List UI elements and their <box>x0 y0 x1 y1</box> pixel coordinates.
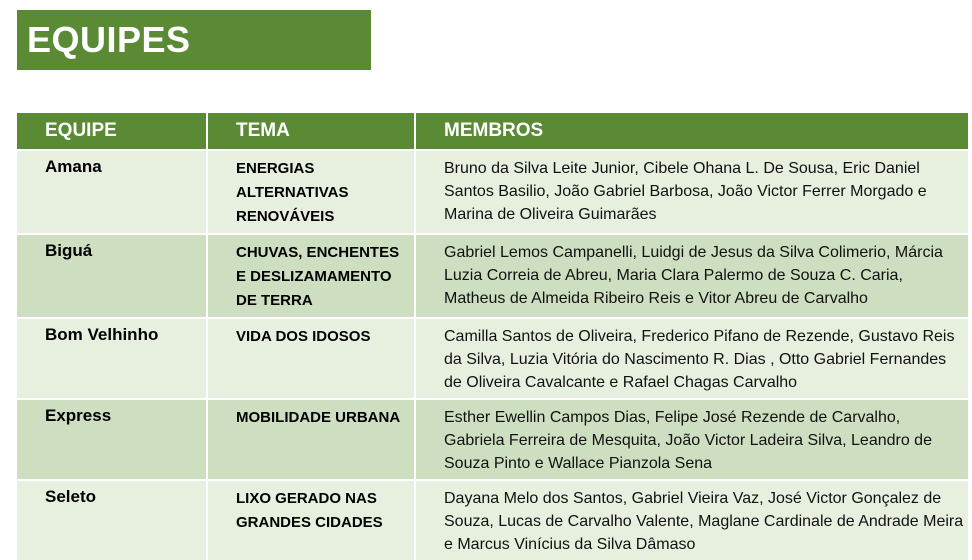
page-title: EQUIPES <box>27 19 191 60</box>
table-row <box>17 234 968 318</box>
table-row <box>17 150 968 234</box>
team-members: Bruno da Silva Leite Junior, Cibele Ohana L. De Sousa, Eric Daniel Santos Basilio, João Gabriel Barbosa, João Victor Ferrer Morgado e Marina de Oliveira Guimarães <box>415 150 968 234</box>
team-name: Bom Velhinho <box>17 318 207 399</box>
table-row <box>17 399 968 480</box>
header-membros: MEMBROS <box>415 113 968 150</box>
team-members: Dayana Melo dos Santos, Gabriel Vieira Vaz, José Victor Gonçalez de Souza, Lucas de Carvalho Valente, Maglane Cardinale de Andrade Meira e Marcus Vinícius da Silva Dâmaso <box>415 480 968 560</box>
title-banner <box>17 10 371 70</box>
team-theme: MOBILIDADE URBANA <box>207 399 415 480</box>
team-theme: CHUVAS, ENCHENTES E DESLIZAMAMENTO DE TERRA <box>207 234 415 318</box>
header-tema: TEMA <box>207 113 415 150</box>
team-members: Esther Ewellin Campos Dias, Felipe José Rezende de Carvalho, Gabriela Ferreira de Mesquita, João Victor Ladeira Silva, Leandro de Souza Pinto e Wallace Pianzola Sena <box>415 399 968 480</box>
team-name: Express <box>17 399 207 480</box>
table-row <box>17 480 968 560</box>
table-row <box>17 318 968 399</box>
team-theme: LIXO GERADO NAS GRANDES CIDADES <box>207 480 415 560</box>
team-theme: VIDA DOS IDOSOS <box>207 318 415 399</box>
team-members: Gabriel Lemos Campanelli, Luidgi de Jesus da Silva Colimerio, Márcia Luzia Correia de Abreu, Maria Clara Palermo de Souza C. Caria, Matheus de Almeida Ribeiro Reis e Vitor Abreu de Carvalho <box>415 234 968 318</box>
table-header-row <box>17 113 968 150</box>
teams-table <box>17 113 968 560</box>
team-members: Camilla Santos de Oliveira, Frederico Pifano de Rezende, Gustavo Reis da Silva, Luzia Vitória do Nascimento R. Dias , Otto Gabriel Fernandes de Oliveira Cavalcante e Rafael Chagas Carvalho <box>415 318 968 399</box>
header-equipe: EQUIPE <box>17 113 207 150</box>
team-name: Amana <box>17 150 207 234</box>
team-name: Seleto <box>17 480 207 560</box>
team-name: Biguá <box>17 234 207 318</box>
team-theme: ENERGIAS ALTERNATIVAS RENOVÁVEIS <box>207 150 415 234</box>
